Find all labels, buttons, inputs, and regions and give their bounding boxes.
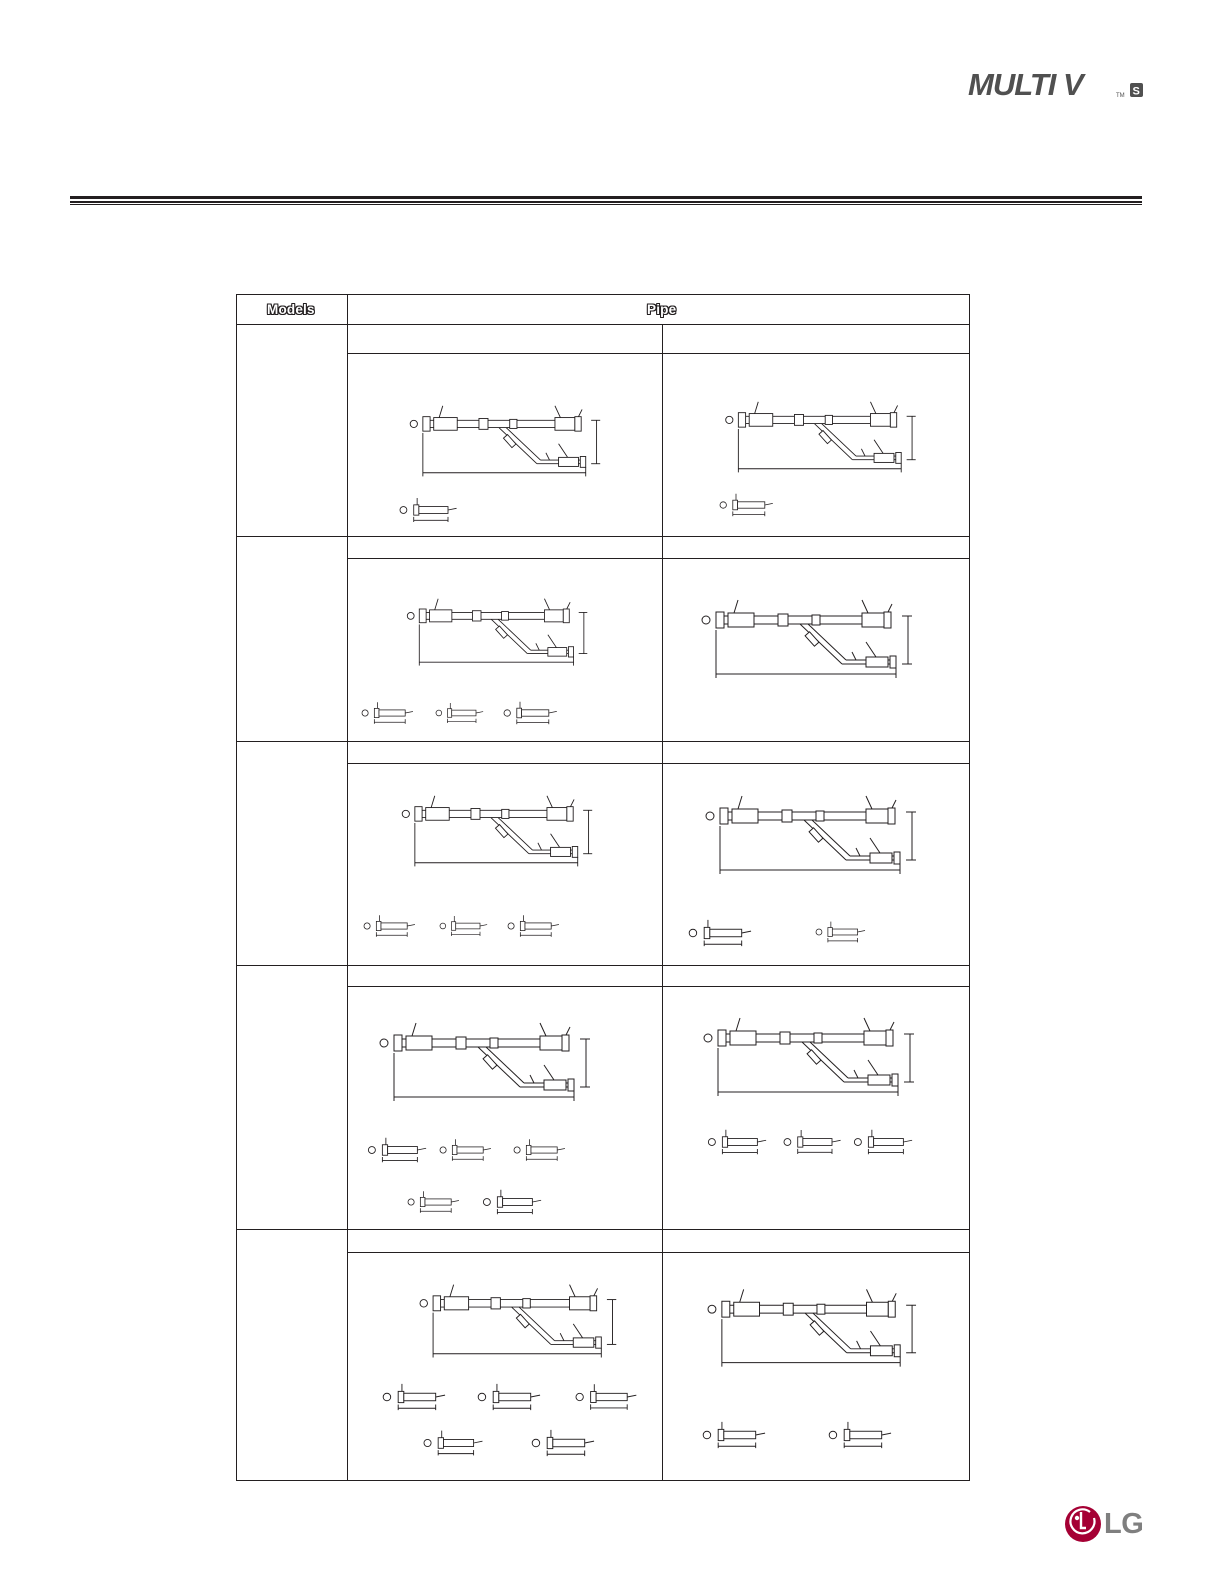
reducer-diagram [480, 1188, 548, 1216]
y-branch-diagram [702, 598, 916, 682]
y-branch-diagram [704, 1016, 918, 1100]
section-rule [70, 201, 1142, 203]
y-branch-diagram [392, 597, 606, 669]
reducer-diagram [528, 1428, 602, 1458]
y-branch-diagram [706, 794, 920, 878]
reducer-diagram [720, 492, 776, 518]
row-divider [237, 965, 970, 966]
reducer-diagram [576, 1382, 640, 1412]
row-divider [237, 741, 970, 742]
models-header-cell [237, 295, 347, 324]
reducer-diagram [854, 1128, 916, 1156]
section-rule [70, 196, 1142, 199]
reducer-diagram [676, 918, 768, 948]
row-divider [347, 1252, 970, 1253]
column-divider [662, 324, 663, 1481]
y-branch-diagram [402, 404, 612, 480]
models-header: Models [267, 302, 315, 317]
lg-wordmark: LG [1104, 1508, 1144, 1540]
y-branch-diagram [380, 1020, 594, 1106]
reducer-diagram [436, 700, 486, 726]
reducer-diagram [424, 1428, 486, 1458]
reducer-diagram [514, 1136, 568, 1164]
y-branch-diagram [708, 1286, 920, 1372]
reducer-diagram [362, 700, 416, 726]
reducer-diagram [440, 912, 490, 940]
section-rule [70, 204, 1142, 205]
brand-tm: TM [1116, 93, 1125, 99]
reducer-diagram [784, 1128, 844, 1156]
brand-series: S [1132, 85, 1140, 98]
pipe-header-cell [347, 295, 970, 324]
y-branch-diagram [392, 794, 606, 870]
row-divider [347, 353, 970, 354]
row-divider [347, 558, 970, 559]
row-divider [347, 986, 970, 987]
reducer-diagram [380, 1382, 452, 1412]
reducer-diagram [816, 1420, 908, 1450]
reducer-diagram [508, 912, 562, 940]
pipe-header: Pipe [647, 302, 677, 317]
row-divider [237, 1229, 970, 1230]
reducer-diagram [408, 1188, 462, 1216]
column-divider [347, 295, 348, 1481]
row-divider [237, 324, 970, 325]
reducer-diagram [816, 918, 868, 946]
y-branch-diagram [420, 1280, 620, 1364]
reducer-diagram [476, 1382, 546, 1412]
reducer-diagram [364, 912, 418, 940]
reducer-diagram [400, 496, 460, 524]
reducer-diagram [368, 1136, 430, 1164]
reducer-diagram [504, 700, 560, 726]
multi-v-s-logo [966, 64, 1146, 104]
row-divider [347, 763, 970, 764]
reducer-diagram [706, 1128, 772, 1156]
reducer-diagram [440, 1136, 494, 1164]
reducer-diagram [690, 1420, 782, 1450]
y-branch-diagram [720, 400, 925, 476]
row-divider [237, 536, 970, 537]
brand-wordmark: MULTI V [968, 67, 1083, 102]
